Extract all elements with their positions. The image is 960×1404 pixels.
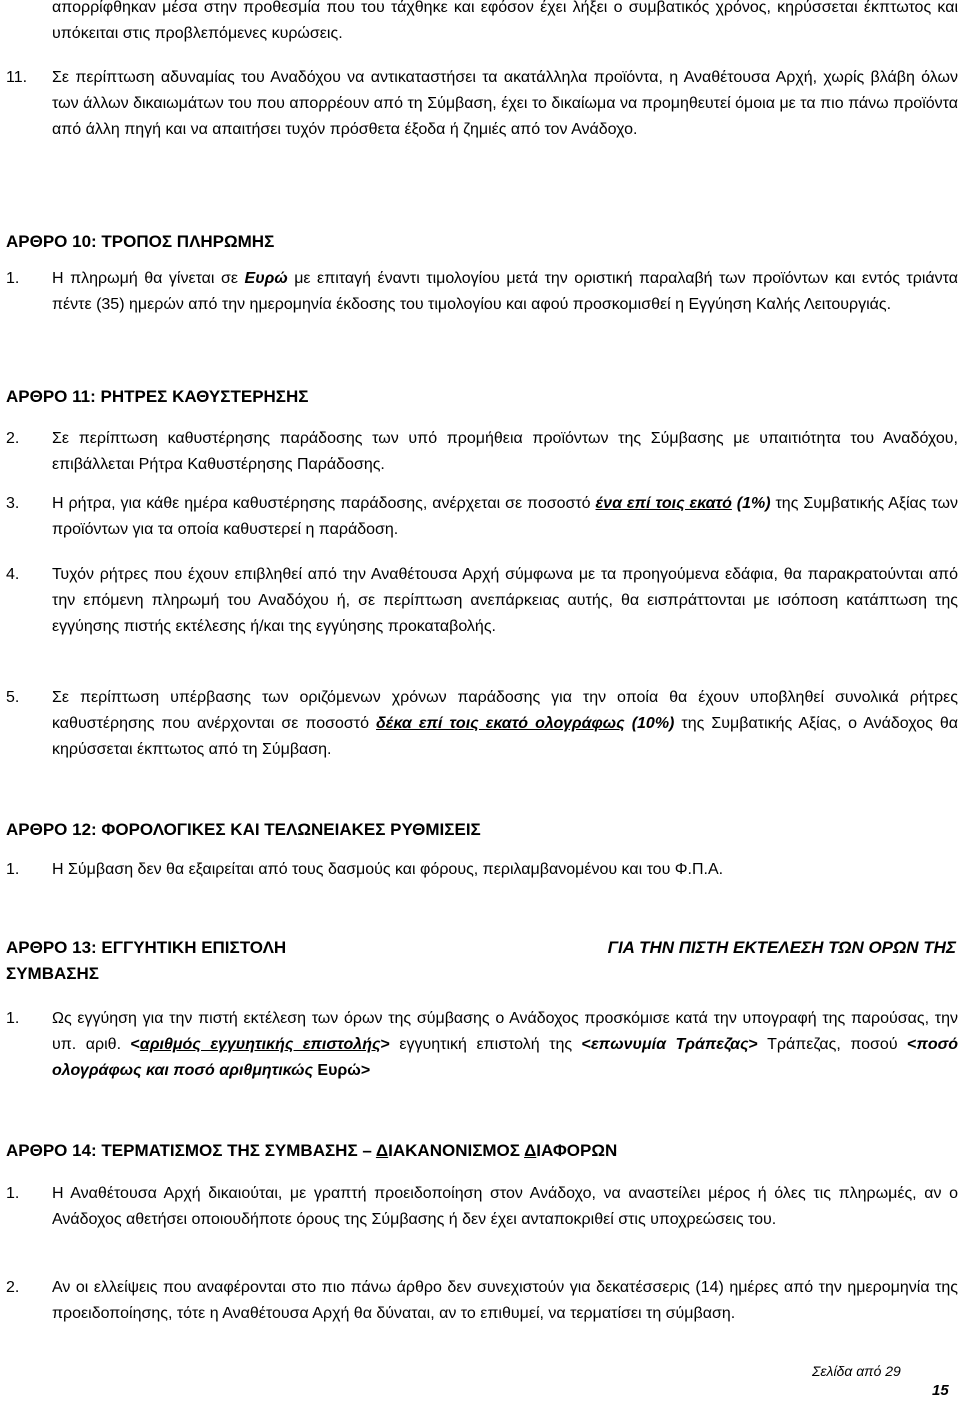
clause-text: Η ρήτρα, για κάθε ημέρα καθυστέρησης παράδοσης, ανέρχεται σε ποσοστό ένα επί τοις εκατό (1%) της Συμβατικής Αξίας των προϊόντων για τα οποία καθυστερεί η παράδοση. — [52, 495, 959, 538]
clause-number: 1. — [6, 1185, 20, 1202]
guarantee-number-placeholder: αριθμός εγγυητικής επιστολής — [139, 1036, 381, 1053]
article-11-item-5 — [6, 685, 958, 763]
max-penalty-words: δέκα επί τοις εκατό ολογράφως — [376, 715, 625, 732]
article-13-item-1 — [6, 1006, 958, 1084]
clause-text: Η Αναθέτουσα Αρχή δικαιούται, με γραπτή προειδοποίηση στον Ανάδοχο, να αναστείλει μέρος ή όλες τις πληρωμές, αν ο Ανάδοχος αθετήσει οποιουδήποτε όρους της Σύμβασης ή δεν έχει ανταποκριθεί στις υποχρεώσεις του. — [52, 1185, 958, 1228]
intro-paragraph — [52, 0, 958, 47]
clause-number: 1. — [6, 270, 20, 287]
article-11-item-3 — [6, 491, 958, 543]
clause-text: Η πληρωμή θα γίνεται σε Ευρώ με επιταγή έναντι τιμολογίου μετά την οριστική παραλαβή των προϊόντων και εντός τριάντα πέντε (35) ημερών από την ημερομηνία έκδοσης του τιμολογίου και αφού προσκομισθεί η Εγγύηση Καλής Λειτουργιάς. — [52, 270, 959, 313]
clause-number: 11. — [6, 69, 28, 86]
max-penalty-percent: (10%) — [631, 715, 675, 732]
penalty-rate-words: ένα επί τοις εκατό — [595, 495, 732, 512]
article-12-heading: ΑΡΘΡΟ 12: ΦΟΡΟΛΟΓΙΚΕΣ ΚΑΙ ΤΕΛΩΝΕΙΑΚΕΣ ΡΥΘΜΙΣΕΙΣ — [6, 820, 481, 839]
page-number: 15 — [932, 1382, 949, 1399]
article-14-item-1 — [6, 1181, 958, 1233]
page-footer: Σελίδα από 29 — [812, 1363, 901, 1379]
clause-text: Αν οι ελλείψεις που αναφέρονται στο πιο πάνω άρθρο δεν συνεχιστούν για δεκατέσσερις (14) ημέρες από την ημερομηνία της προειδοποίησης, τότε η Αναθέτουσα Αρχή θα δύναται, αν το επιθυμεί, να τερματίσει τη σύμβαση. — [52, 1279, 958, 1322]
intro-text: απορρίφθηκαν μέσα στην προθεσμία που του τάχθηκε και εφόσον έχει λήξει ο συμβατικός χρόνος, κηρύσσεται έκπτωτος και υπόκειται στις προβλεπόμενες κυρώσεις. — [52, 0, 958, 42]
article-11-heading: ΑΡΘΡΟ 11: ΡΗΤΡΕΣ ΚΑΘΥΣΤΕΡΗΣΗΣ — [6, 387, 309, 406]
article-13-heading: ΑΡΘΡΟ 13: ΕΓΓΥΗΤΙΚΗ ΕΠΙΣΤΟΛΗ ΓΙΑ ΤΗΝ ΠΙΣΤΗ ΕΚΤΕΛΕΣΗ ΤΩΝ ΟΡΩΝ ΤΗΣ ΣΥΜΒΑΣΗΣ — [6, 938, 956, 983]
article-14-heading: ΑΡΘΡΟ 14: ΤΕΡΜΑΤΙΣΜΟΣ ΤΗΣ ΣΥΜΒΑΣΗΣ – ΔΙΑΚΑΝΟΝΙΣΜΟΣ ΔΙΑΦΟΡΩΝ — [6, 1141, 618, 1160]
penalty-rate-percent: (1%) — [736, 495, 771, 512]
amount-placeholder: ποσό ολογράφως και ποσό αριθμητικώς — [52, 1036, 959, 1079]
clause-11 — [6, 65, 958, 143]
clause-text: Σε περίπτωση υπέρβασης των οριζόμενων χρόνων παράδοσης για την οποία θα έχουν υποβληθεί συνολικά ρήτρες καθυστέρησης που ανέρχονται σε ποσοστό δέκα επί τοις εκατό ολογράφως (10%) της Συμβατικής Αξίας, ο Ανάδοχος θα κηρύσσεται έκπτωτος από τη Σύμβαση. — [52, 689, 959, 758]
currency-euro: Ευρώ — [244, 270, 288, 287]
clause-text: Σε περίπτωση αδυναμίας του Αναδόχου να αντικαταστήσει τα ακατάλληλα προϊόντα, η Αναθέτουσα Αρχή, χωρίς βλάβη όλων των άλλων δικαιωμάτων του που απορρέουν από τη Σύμβαση, έχει το δικαίωμα να προμηθευτεί όμοια με τα πιο πάνω προϊόντα από άλλη πηγή και να απαιτήσει τυχόν πρόσθετα έξοδα ή ζημιές από τον Ανάδοχο. — [52, 69, 958, 138]
article-11-item-4 — [6, 562, 958, 640]
clause-text: Η Σύμβαση δεν θα εξαιρείται από τους δασμούς και φόρους, περιλαμβανομένου και του Φ.Π.Α. — [52, 861, 724, 878]
clause-text: Ως εγγύηση για την πιστή εκτέλεση των όρων της σύμβασης ο Ανάδοχος προσκόμισε κατά την υπογραφή της παρούσας, την υπ. αριθ. <αριθμός εγγυητικής επιστολής> εγγυητική επιστολή της <επωνυμία Τράπεζας> Τράπεζας, ποσού <ποσό ολογράφως και ποσό αριθμητικώς Ευρώ> — [52, 1010, 959, 1079]
article-12-item-1 — [6, 857, 958, 883]
clause-number: 1. — [6, 1010, 20, 1027]
article-14-item-2 — [6, 1275, 958, 1327]
clause-number: 2. — [6, 1279, 20, 1296]
clause-text: Σε περίπτωση καθυστέρησης παράδοσης των υπό προμήθεια προϊόντων της Σύμβασης με υπαιτιότητα του Αναδόχου, επιβάλλεται Ρήτρα Καθυστέρησης Παράδοσης. — [52, 430, 958, 473]
clause-number: 5. — [6, 689, 20, 706]
article-10-item-1 — [6, 266, 958, 318]
clause-number: 4. — [6, 566, 20, 583]
article-11-item-2 — [6, 426, 958, 478]
clause-number: 2. — [6, 430, 20, 447]
clause-number: 3. — [6, 495, 20, 512]
clause-number: 1. — [6, 861, 20, 878]
article-10-heading: ΑΡΘΡΟ 10: ΤΡΟΠΟΣ ΠΛΗΡΩΜΗΣ — [6, 232, 275, 251]
bank-name-placeholder: επωνυμία Τράπεζας — [590, 1036, 749, 1053]
clause-text: Τυχόν ρήτρες που έχουν επιβληθεί από την Αναθέτουσα Αρχή σύμφωνα με τα προηγούμενα εδάφια, θα παρακρατούνται από την επόμενη πληρωμή του Αναδόχου ή, σε περίπτωση ανεπάρκειας αυτής, θα εισπράττονται με ισόποση κατάπτωση της εγγύησης πιστής εκτέλεσης ή/και της εγγύησης προκαταβολής. — [52, 566, 958, 635]
